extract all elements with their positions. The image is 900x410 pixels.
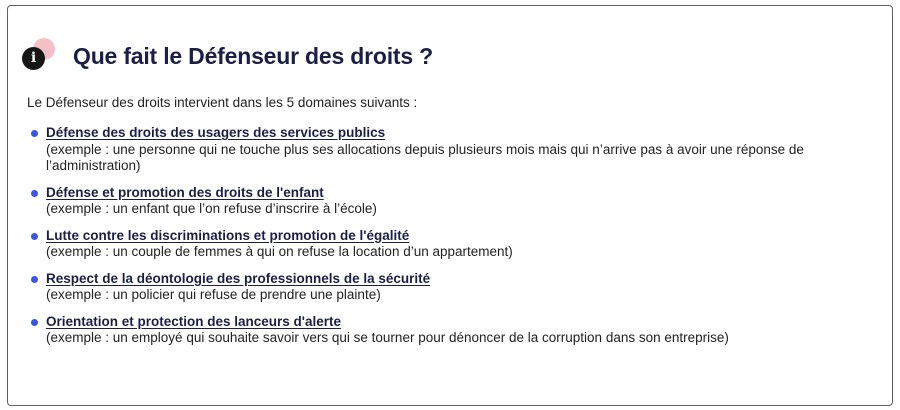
info-icon xyxy=(20,34,60,78)
bullet-icon xyxy=(31,233,38,240)
list-item xyxy=(31,185,861,218)
bullet-icon xyxy=(31,190,38,197)
info-card xyxy=(7,5,893,406)
domain-link-child-rights[interactable]: Défense et promotion des droits de l'enfant xyxy=(46,184,324,200)
list-item xyxy=(31,228,861,261)
list-item xyxy=(31,314,861,347)
domain-link-security-ethics[interactable]: Respect de la déontologie des professionnels de la sécurité xyxy=(46,270,431,286)
bullet-icon xyxy=(31,319,38,326)
domain-description: (exemple : une personne qui ne touche plus ses allocations depuis plusieurs mois mais qui n’arrive pas à avoir une réponse de l’administration) xyxy=(46,141,804,173)
domains-list xyxy=(31,125,861,357)
info-icon-glyph: i xyxy=(22,47,45,70)
domain-link-whistleblowers[interactable]: Orientation et protection des lanceurs d'alerte xyxy=(46,313,342,329)
list-item xyxy=(31,271,861,304)
page-title: Que fait le Défenseur des droits ? xyxy=(73,42,434,69)
domain-description: (exemple : un policier qui refuse de prendre une plainte) xyxy=(46,287,381,302)
card-header xyxy=(20,34,433,78)
domain-link-public-services[interactable]: Défense des droits des usagers des services publics xyxy=(46,125,386,140)
list-item xyxy=(31,125,861,175)
bullet-icon xyxy=(31,130,38,137)
domain-description: (exemple : un couple de femmes à qui on refuse la location d’un appartement) xyxy=(46,244,513,259)
domain-link-discrimination[interactable]: Lutte contre les discriminations et promotion de l'égalité xyxy=(46,227,410,243)
domain-description: (exemple : un employé qui souhaite savoir vers qui se tourner pour dénoncer de la corruption dans son entreprise) xyxy=(46,330,729,345)
bullet-icon xyxy=(31,276,38,283)
intro-text: Le Défenseur des droits intervient dans les 5 domaines suivants : xyxy=(27,95,418,110)
domain-description: (exemple : un enfant que l’on refuse d’inscrire à l’école) xyxy=(46,201,377,216)
